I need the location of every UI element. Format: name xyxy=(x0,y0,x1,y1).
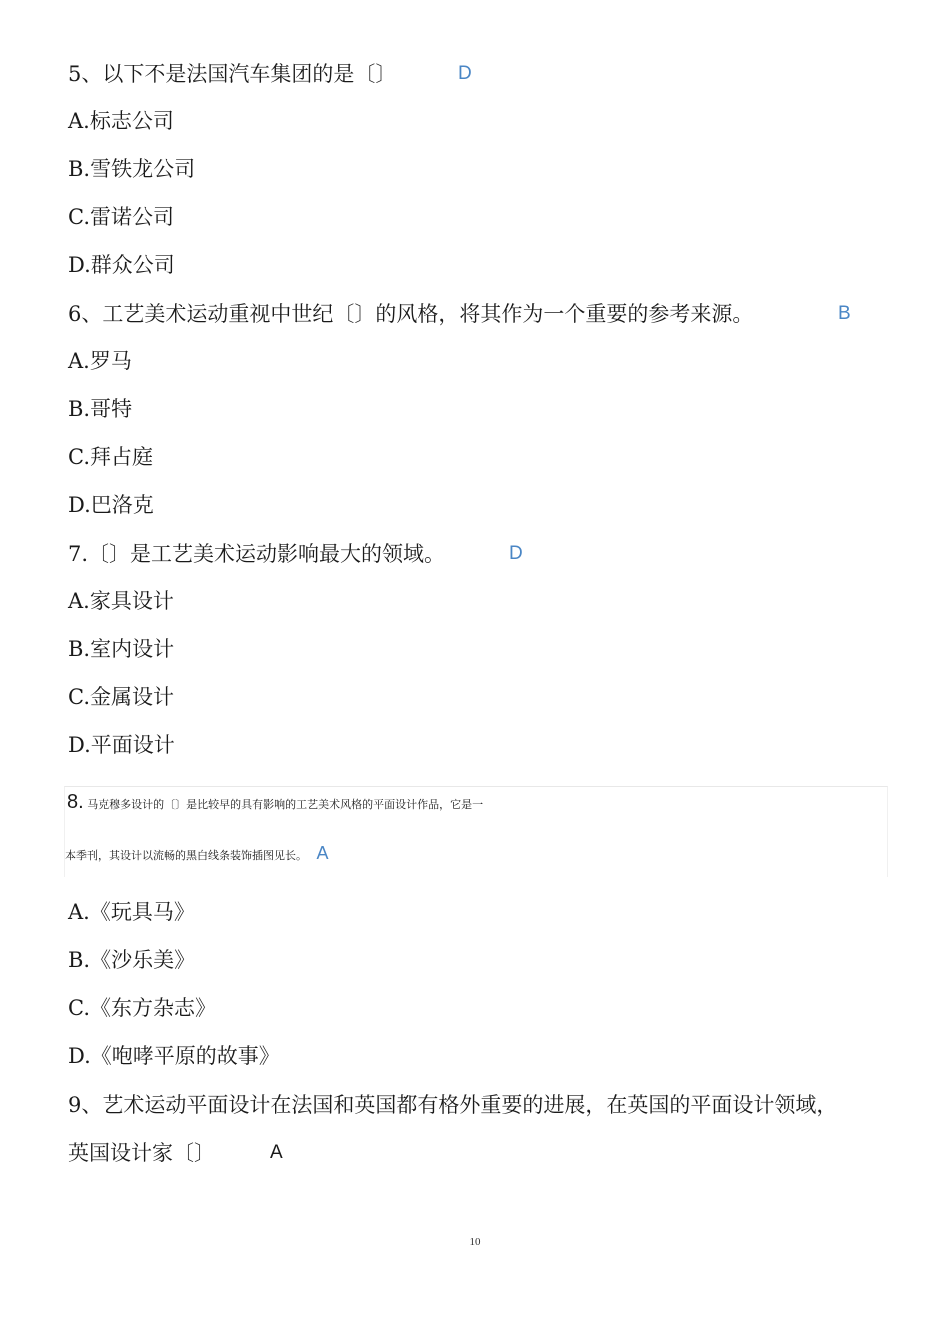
question-8-option-d: D.《咆哮平原的故事》 xyxy=(68,1044,280,1068)
question-9-stem-line2: 英国设计家〔〕 xyxy=(68,1141,215,1165)
question-6-option-d: D.巴洛克 xyxy=(68,493,154,517)
question-5-option-b: B.雪铁龙公司 xyxy=(68,157,196,181)
question-8-option-c: C.《东方杂志》 xyxy=(68,996,216,1020)
question-7-stem: 7.〔〕是工艺美术运动影响最大的领域。 xyxy=(68,542,446,566)
question-6-option-b: B.哥特 xyxy=(68,397,133,421)
question-8-option-b: B.《沙乐美》 xyxy=(68,948,196,972)
question-8-stem-text2: 本季刊，其设计以流畅的黑白线条装饰插图见长。 xyxy=(65,849,307,862)
question-5-answer: D xyxy=(458,63,472,84)
question-7-option-a: A.家具设计 xyxy=(68,589,174,613)
question-8-stem-text1: 马克穆多设计的〔〕是比较早的具有影响的工艺美术风格的平面设计作品，它是一 xyxy=(87,798,484,811)
question-6-answer: B xyxy=(838,303,851,324)
question-6-option-a: A.罗马 xyxy=(68,349,132,373)
question-8-stem-line1 xyxy=(67,789,483,818)
question-7-answer: D xyxy=(509,543,523,564)
question-5-option-a: A.标志公司 xyxy=(68,109,174,133)
question-6-option-c: C.拜占庭 xyxy=(68,445,153,469)
question-8-answer: A xyxy=(316,843,329,863)
question-7-option-d: D.平面设计 xyxy=(68,733,175,757)
question-8-box xyxy=(64,786,888,877)
question-8-option-a: A.《玩具马》 xyxy=(68,900,195,924)
question-5-option-c: C.雷诺公司 xyxy=(68,205,174,229)
question-9-stem-line1: 9、艺术运动平面设计在法国和英国都有格外重要的进展，在英国的平面设计领域， xyxy=(68,1093,838,1117)
question-6-stem: 6、工艺美术运动重视中世纪〔〕的风格，将其作为一个重要的参考来源。 xyxy=(68,302,754,326)
question-8-number: 8. xyxy=(67,791,84,813)
question-9-answer: A xyxy=(270,1142,283,1163)
question-5-option-d: D.群众公司 xyxy=(68,253,175,277)
question-7-option-b: B.室内设计 xyxy=(68,637,175,661)
page-number: 10 xyxy=(469,1236,481,1248)
question-8-stem-line2 xyxy=(65,842,329,867)
question-7-option-c: C.金属设计 xyxy=(68,685,174,709)
question-5-stem: 5、以下不是法国汽车集团的是〔〕 xyxy=(68,62,397,86)
